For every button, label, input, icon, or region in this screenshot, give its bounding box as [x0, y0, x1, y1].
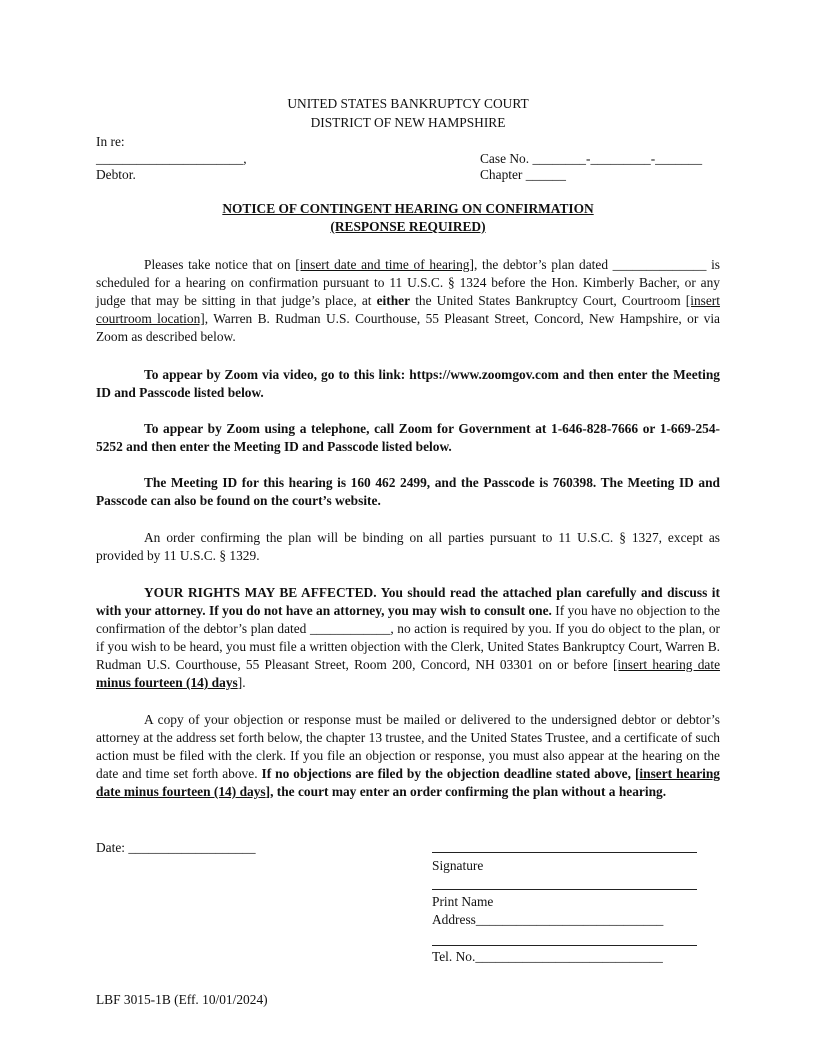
rights-affected-paragraph: YOUR RIGHTS MAY BE AFFECTED. You should read the attached plan carefully and discuss it with your attorney. If you do not have an attorney, you may wish to consult one. If you have no objection to the confirmation of the debtor’s plan dated ____________, no action is required by you. If you do object to the plan, or if you wish to be heard, you must file a written objection with the Clerk, United States Bankruptcy Court, Warren B. Rudman U.S. Courthouse, 55 Pleasant Street, Room 200, Concord, NH 03301 on or before [insert hearing date minus fourteen (14) days].: [96, 585, 721, 690]
case-number-field: Case No. ________-_________-_______: [480, 151, 703, 166]
address-field: Address____________________________: [432, 912, 664, 927]
signature-line: [432, 852, 697, 853]
debtor-label: Debtor.: [96, 167, 136, 182]
courtroom-placeholder: [insert courtroom location]: [96, 293, 720, 326]
print-name-line: [432, 889, 697, 890]
notice-title: NOTICE OF CONTINGENT HEARING ON CONFIRMATION: [222, 201, 594, 216]
zoom-telephone-instructions: To appear by Zoom using a telephone, call Zoom for Government at 1-646-828-7666 or 1-669-254-5252 and then enter the Meeting ID and Passcode listed below.: [96, 421, 720, 454]
notice-subtitle: (RESPONSE REQUIRED): [330, 219, 486, 234]
order-binding-paragraph: An order confirming the plan will be binding on all parties pursuant to 11 U.S.C. § 1327, except as provided by 11 U.S.C. § 1329.: [96, 530, 720, 563]
date-field: Date: ___________________: [96, 840, 256, 855]
in-re-label: In re:: [96, 134, 125, 149]
meeting-id-paragraph: The Meeting ID for this hearing is 160 462 2499, and the Passcode is 760398. The Meeting ID and Passcode can also be found on the court’s website.: [96, 475, 720, 508]
court-name: UNITED STATES BANKRUPTCY COURT: [287, 96, 529, 111]
form-number-footer: LBF 3015-1B (Eff. 10/01/2024): [96, 992, 268, 1007]
hearing-date-placeholder: [insert date and time of hearing]: [295, 257, 474, 272]
hearing-notice-paragraph: Pleases take notice that on [insert date and time of hearing], the debtor’s plan dated ______________ is scheduled for a hearing on confirmation pursuant to 11 U.S.C. § 1324 before the Hon. Kimberly Bacher, or any judge that may be sitting in that judge’s place, at either the United States Bankruptcy Court, Courtroom [insert courtroom location], Warren B. Rudman U.S. Courthouse, 55 Pleasant Street, Concord, New Hampshire, or via Zoom as described below.: [96, 257, 721, 344]
zoom-video-instructions: To appear by Zoom via video, go to this link: https://www.zoomgov.com and then enter the Meeting ID and Passcode listed below.: [96, 367, 720, 400]
chapter-field: Chapter ______: [480, 167, 566, 182]
print-name-label: Print Name: [432, 894, 494, 909]
district-name: DISTRICT OF NEW HAMPSHIRE: [310, 115, 506, 130]
address-second-line: [432, 945, 697, 946]
telephone-field: Tel. No.____________________________: [432, 949, 663, 964]
signature-label: Signature: [432, 858, 484, 873]
objection-service-paragraph: A copy of your objection or response must be mailed or delivered to the undersigned debtor or debtor’s attorney at the address set forth below, the chapter 13 trustee, and the United States Trustee, and a certificate of such action must be filed with the clerk. If you file an objection or response, you must also appear at the hearing on the date and time set forth above. If no objections are filed by the objection deadline stated above, [insert hearing date minus fourteen (14) days], the court may enter an order confirming the plan without a hearing.: [96, 712, 720, 799]
debtor-name-blank: ______________________,: [96, 151, 247, 166]
